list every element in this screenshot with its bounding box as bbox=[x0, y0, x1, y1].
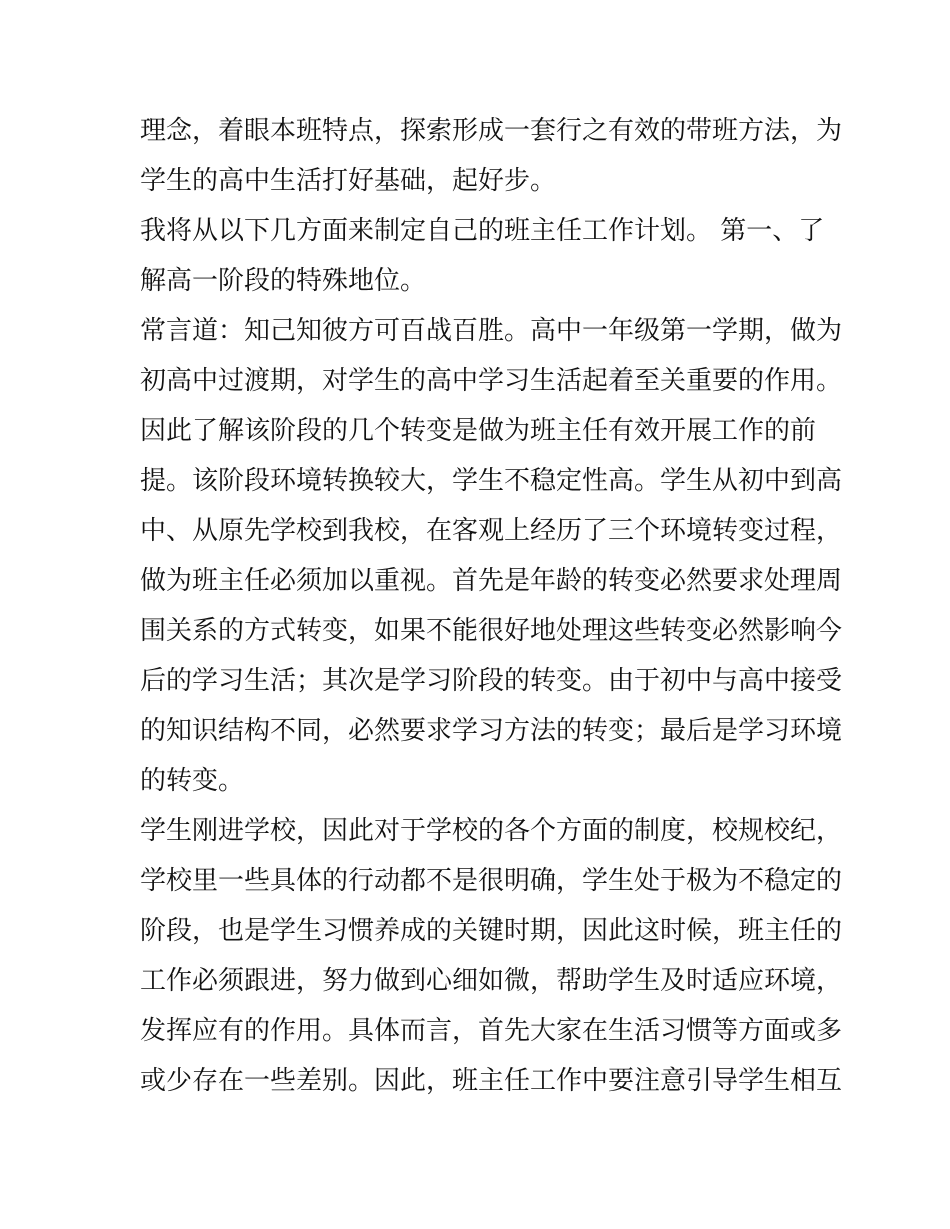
text-line: 学生刚进学校，因此对于学校的各个方面的制度，校规校纪， bbox=[140, 816, 843, 846]
text-line: 或少存在一些差别。因此，班主任工作中要注意引导学生相互 bbox=[140, 1066, 843, 1096]
text-line: 的转变。 bbox=[140, 766, 245, 796]
text-line: 的知识结构不同，必然要求学习方法的转变；最后是学习环境 bbox=[140, 716, 843, 746]
text-line: 解高一阶段的特殊地位。 bbox=[140, 266, 427, 296]
text-line: 学生的高中生活打好基础，起好步。 bbox=[140, 166, 557, 196]
text-line: 常言道：知己知彼方可百战百胜。高中一年级第一学期，做为 bbox=[140, 316, 843, 346]
text-line: 做为班主任必须加以重视。首先是年龄的转变必然要求处理周 bbox=[140, 566, 843, 596]
text-line: 工作必须跟进，努力做到心细如微，帮助学生及时适应环境， bbox=[140, 966, 843, 996]
text-line: 提。该阶段环境转换较大，学生不稳定性高。学生从初中到高 bbox=[140, 466, 843, 496]
text-line: 阶段，也是学生习惯养成的关键时期，因此这时候，班主任的 bbox=[140, 916, 843, 946]
text-line: 发挥应有的作用。具体而言，首先大家在生活习惯等方面或多 bbox=[140, 1016, 843, 1046]
text-line: 中、从原先学校到我校，在客观上经历了三个环境转变过程， bbox=[140, 516, 843, 546]
text-line: 初高中过渡期，对学生的高中学习生活起着至关重要的作用。 bbox=[140, 366, 843, 396]
text-line: 我将从以下几方面来制定自己的班主任工作计划。 第一、了 bbox=[140, 216, 825, 246]
text-line: 围关系的方式转变，如果不能很好地处理这些转变必然影响今 bbox=[140, 616, 843, 646]
text-line: 理念，着眼本班特点，探索形成一套行之有效的带班方法，为 bbox=[140, 116, 843, 146]
text-line: 因此了解该阶段的几个转变是做为班主任有效开展工作的前 bbox=[140, 416, 817, 446]
text-line: 学校里一些具体的行动都不是很明确，学生处于极为不稳定的 bbox=[140, 866, 843, 896]
text-line: 后的学习生活；其次是学习阶段的转变。由于初中与高中接受 bbox=[140, 666, 843, 696]
